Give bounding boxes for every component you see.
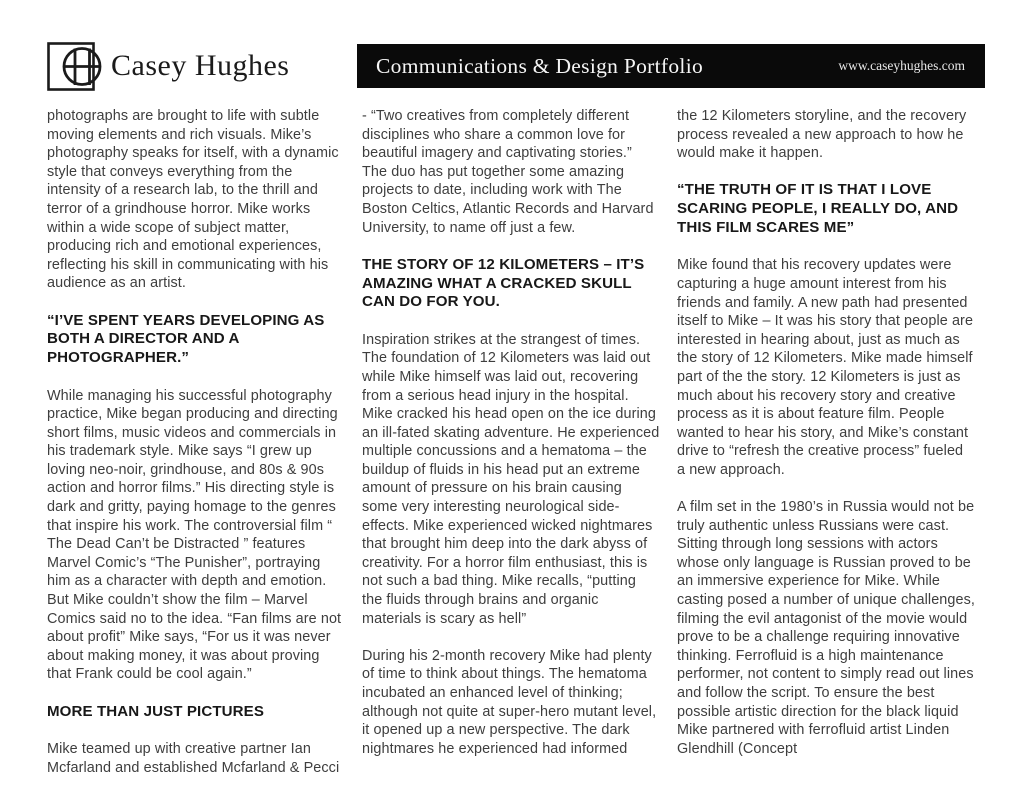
section-heading: “I’VE SPENT YEARS DEVELOPING AS BOTH A DIRECTOR AND A PHOTOGRAPHER.” bbox=[47, 311, 325, 367]
body-paragraph: Mike teamed up with creative partner Ian Mcfarland and established Mcfarland & Pecci bbox=[47, 741, 340, 776]
body-paragraph: While managing his successful photography practice, Mike began producing and directing short films, music videos and commercials in his trademark style. Mike says “I grew up loving neo-noir, grindhouse, and 80s & 90s action and horror films.” His directing style is dark and gritty, paying homage to the genres that inspire his work. The controversial film “ The Dead Can’t be Distracted ” features Marvel Comic’s “The Punisher”, portraying him as a character with depth and emotion. But Mike couldn’t show the film – Marvel Comics said no to the idea. “Fan films are not about profit” Mike says, “For us it was never about making money, it was about proving that Frank could be cool again.” bbox=[47, 387, 342, 683]
title-bar bbox=[357, 44, 985, 88]
section-heading: “THE TRUTH OF IT IS THAT I LOVE SCARING PEOPLE, I REALLY DO, AND THIS FILM SCARES ME” bbox=[677, 181, 959, 236]
column-3 bbox=[677, 107, 975, 796]
page-header bbox=[47, 44, 985, 88]
body-paragraph: photographs are brought to life with subtle moving elements and rich visuals. Mike’s photography speaks for itself, with a dynamic style that conveys everything from the intensity of a research lab, to the thrill and terror of a grindhouse horror. Mike works within a wide scope of subject matter, producing rich and emotional experiences, reflecting his skill in communicating with his audience as an artist. bbox=[47, 108, 339, 292]
body-paragraph: During his 2-month recovery Mike had plenty of time to think about things. The hematoma incubated an enhanced level of thinking; although not quite at super-hero mutant level, it opened up a new perspective. The dark nightmares he experienced had informed bbox=[362, 647, 657, 757]
brand-name: Casey Hughes bbox=[111, 49, 290, 82]
ch-monogram-icon bbox=[47, 42, 103, 92]
body-paragraph: A film set in the 1980’s in Russia would not be truly authentic unless Russians were cast. Sitting through long sessions with actors whose only language is Russian proved to be an immersive experience for Mike. While casting posed a number of unique challenges, filming the evil antagonist of the movie would prove to be a challenge requiring innovative thinking. Ferrofluid is a high maintenance performer, not content to simply read out lines and follow the script. To ensure the best possible artistic direction for the black liquid Mike partnered with ferrofluid artist Linden Glendhill (Concept bbox=[677, 499, 976, 757]
body-paragraph: Inspiration strikes at the strangest of times. The foundation of 12 Kilometers was laid out while Mike himself was laid out, recovering from a serious head injury in the hospital. Mike cracked his head open on the ice during an ill-fated skating adventure. He experienced multiple concussions and a hematoma – the buildup of fluids in his head put an extreme amount of pressure on his brain causing some very interesting neurological side-effects. Mike experienced wicked nightmares that brought him deep into the dark abyss of creativity. For a horror film enthusiast, this is not such a bad thing. Mike recalls, “putting the fluids through brains and organic materials is scary as hell” bbox=[362, 331, 660, 627]
body-paragraph: Mike found that his recovery updates were capturing a huge amount interest from his friends and family. A new path had presented itself to Mike – It was his story that people are interested in hearing about, just as much as the story of 12 Kilometers. Mike made himself part of the the story. 12 Kilometers is just as much about his recovery story and creative process as it is about feature film. People wanted to hear his story, and Mike’s constant drive to “refresh the creative process” fueled a new approach. bbox=[677, 257, 974, 478]
section-heading: MORE THAN JUST PICTURES bbox=[47, 702, 264, 720]
portfolio-title: Communications & Design Portfolio bbox=[376, 53, 704, 78]
website-url: www.caseyhughes.com bbox=[838, 58, 965, 73]
column-2 bbox=[362, 107, 660, 796]
section-heading: THE STORY OF 12 KILOMETERS – IT’S AMAZING WHAT A CRACKED SKULL CAN DO FOR YOU. bbox=[362, 255, 645, 311]
brand bbox=[47, 44, 357, 88]
body-paragraph: - “Two creatives from completely different disciplines who share a common love for beautiful imagery and captivating stories.” The duo has put together some amazing projects to date, including work with The Boston Celtics, Atlantic Records and Harvard University, to name off just a few. bbox=[362, 108, 654, 236]
body-paragraph: the 12 Kilometers storyline, and the recovery process revealed a new approach to how he would make it happen. bbox=[677, 108, 967, 162]
column-1 bbox=[47, 107, 345, 796]
article-columns bbox=[47, 107, 975, 796]
